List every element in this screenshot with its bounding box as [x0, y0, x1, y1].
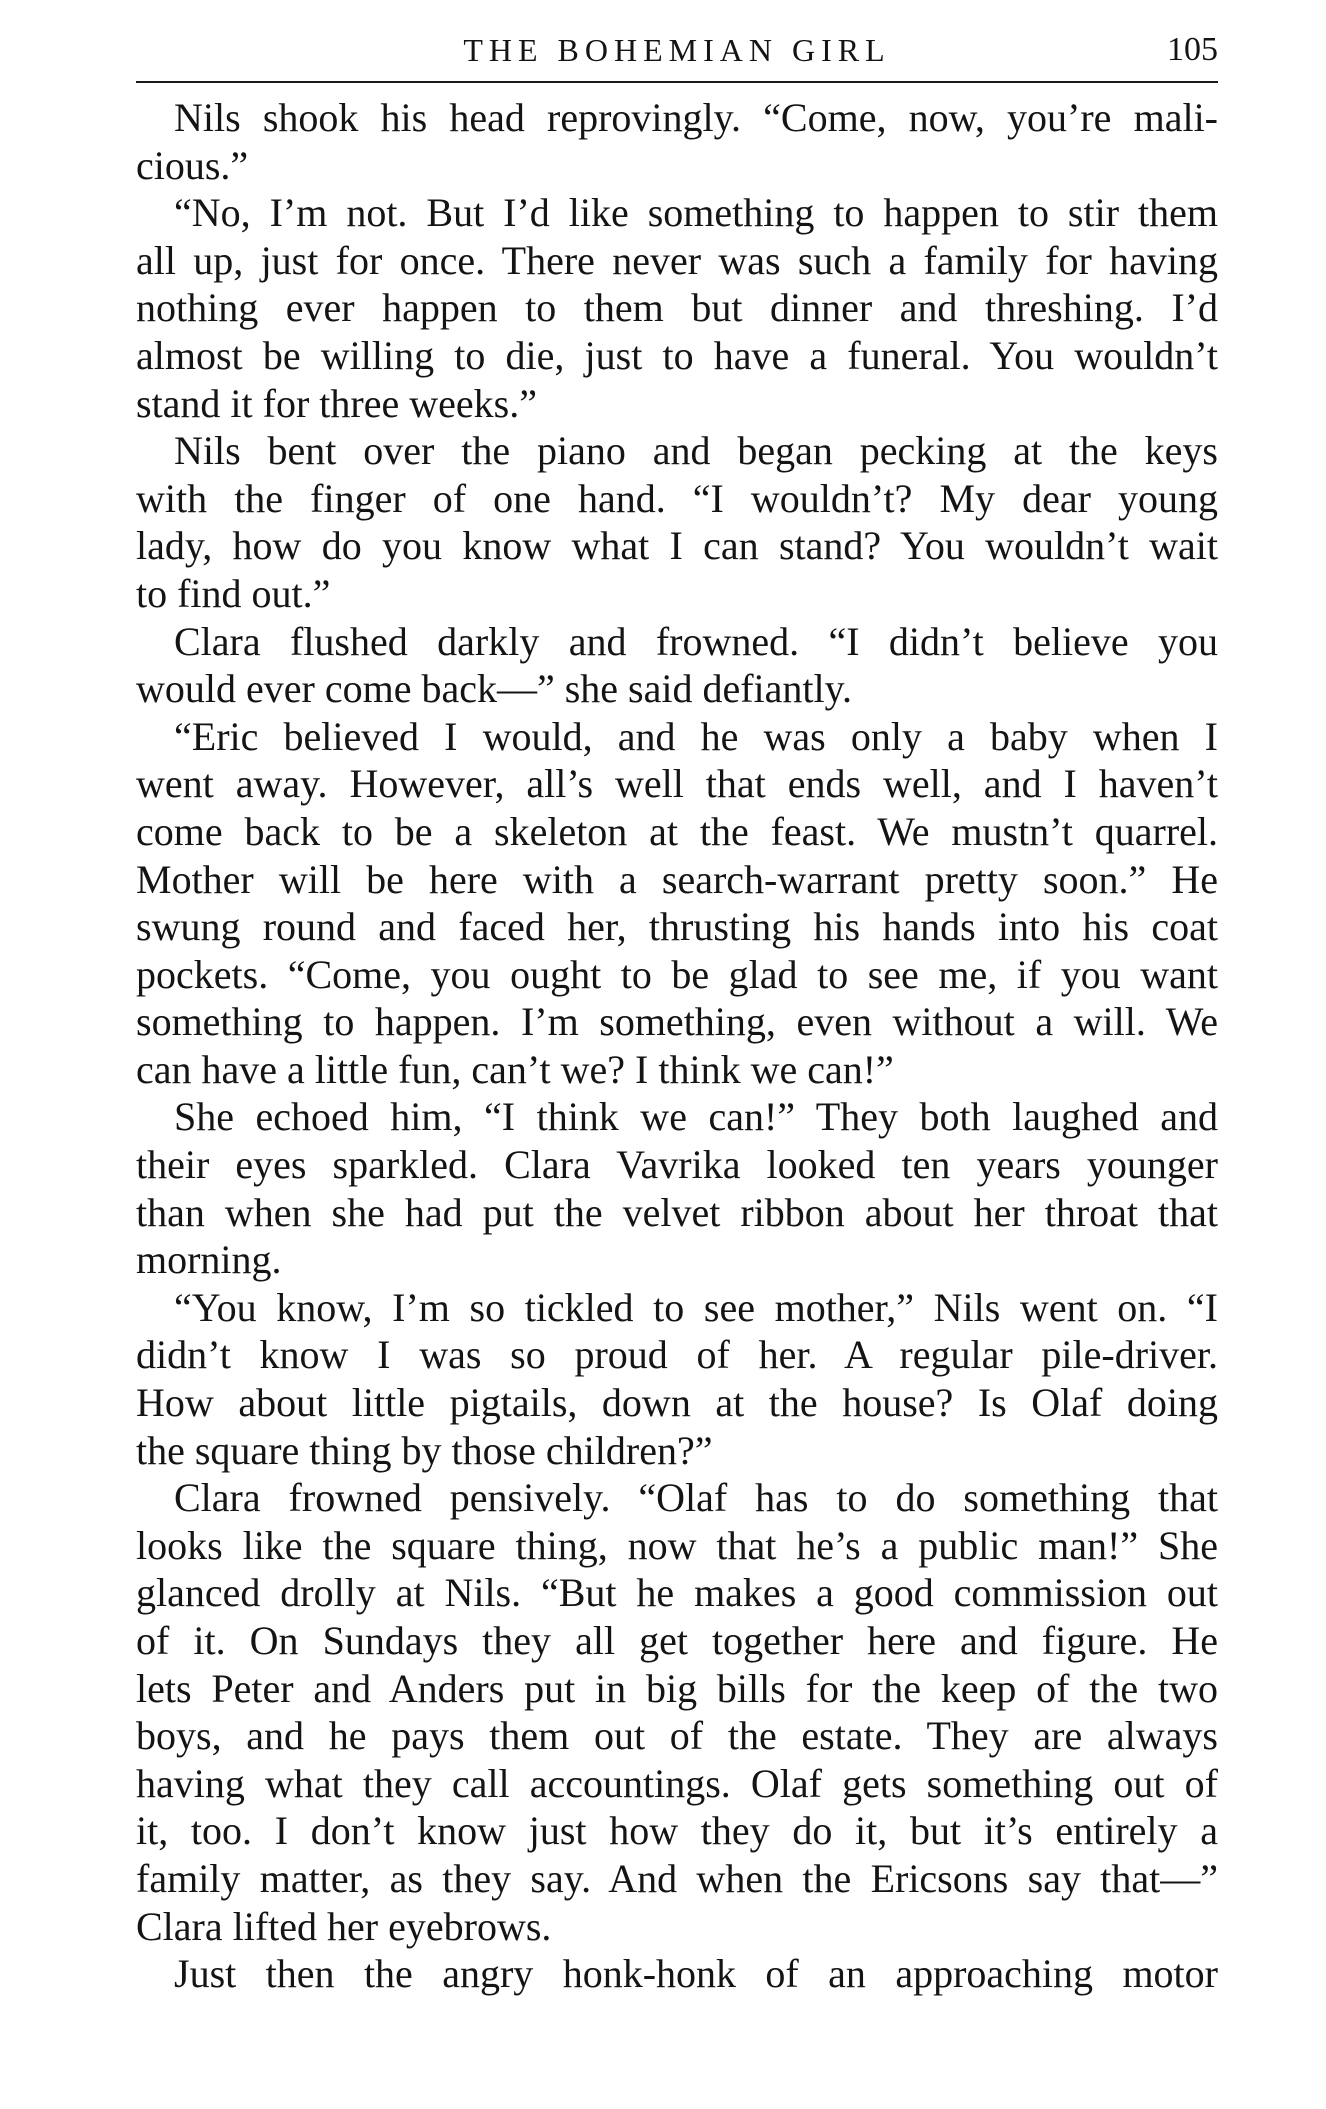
text-line: Clara flushed darkly and frowned. “I didn’t believe you [174, 618, 1218, 664]
text-line: lets Peter and Anders put in big bills for the keep of the two [136, 1665, 1218, 1711]
text-line: looks like the square thing, now that he’s a public man!” She [136, 1522, 1218, 1568]
text-line: didn’t know I was so proud of her. A regular pile-driver. [136, 1332, 1218, 1378]
text-line: swung round and faced her, thrusting his hands into his coat [136, 904, 1218, 950]
text-line: can have a little fun, can’t we? I think we can!” [136, 1046, 894, 1092]
text-line: having what they call accountings. Olaf gets something out of [136, 1760, 1218, 1806]
page-number: 105 [1167, 31, 1218, 68]
text-line: of it. On Sundays they all get together here and figure. He [136, 1618, 1218, 1663]
text-line: something to happen. I’m something, even without a will. We [136, 999, 1218, 1045]
text-line: Mother will be here with a search-warrant pretty soon.” He [136, 856, 1218, 902]
text-line: almost be willing to die, just to have a funeral. You wouldn’t [136, 332, 1218, 378]
text-line: She echoed him, “I think we can!” They both laughed and [174, 1094, 1218, 1140]
text-line: would ever come back—” she said defiantly. [136, 666, 853, 712]
text-line: pockets. “Come, you ought to be glad to see me, if you want [136, 951, 1218, 997]
text-line: with the finger of one hand. “I wouldn’t? My dear young [136, 475, 1218, 521]
text-line: than when she had put the velvet ribbon about her throat that [136, 1189, 1218, 1235]
text-line: glanced drolly at Nils. “But he makes a good commission out [136, 1570, 1218, 1616]
text-line: “You know, I’m so tickled to see mother,” Nils went on. “I [174, 1284, 1218, 1330]
text-line: went away. However, all’s well that ends well, and I haven’t [136, 761, 1218, 807]
text-line: Clara frowned pensively. “Olaf has to do something that [174, 1475, 1218, 1521]
text-line: lady, how do you know what I can stand? You wouldn’t wait [136, 523, 1218, 569]
text-line: “No, I’m not. But I’d like something to happen to stir them [174, 190, 1218, 236]
text-line: “Eric believed I would, and he was only a baby when I [174, 713, 1218, 759]
text-line: come back to be a skeleton at the feast. We mustn’t quarrel. [136, 808, 1218, 854]
header-rule [136, 81, 1218, 83]
text-line: their eyes sparkled. Clara Vavrika looked ten years younger [136, 1142, 1218, 1188]
text-line: cious.” [136, 142, 249, 188]
text-line: Nils shook his head reprovingly. “Come, now, you’re mali- [174, 95, 1218, 140]
body-text [136, 94, 1218, 1998]
running-title: THE BOHEMIAN GIRL [463, 32, 891, 68]
text-line: all up, just for once. There never was such a family for having [136, 237, 1218, 283]
text-line: the square thing by those children?” [136, 1427, 713, 1473]
text-line: Nils bent over the piano and began pecking at the keys [174, 428, 1218, 474]
text-line: nothing ever happen to them but dinner and threshing. I’d [136, 285, 1218, 331]
text-line: stand it for three weeks.” [136, 380, 537, 426]
running-head [136, 24, 1218, 70]
text-line: morning. [136, 1237, 282, 1283]
text-line: to find out.” [136, 570, 331, 616]
text-line: family matter, as they say. And when the Ericsons say that—” [136, 1855, 1218, 1901]
text-line: Clara lifted her eyebrows. [136, 1903, 552, 1949]
text-line: How about little pigtails, down at the house? Is Olaf doing [136, 1380, 1218, 1426]
text-line: boys, and he pays them out of the estate. They are always [136, 1713, 1218, 1759]
text-line: it, too. I don’t know just how they do it, but it’s entirely a [136, 1808, 1218, 1854]
text-line: Just then the angry honk-honk of an approaching motor [174, 1951, 1218, 1997]
